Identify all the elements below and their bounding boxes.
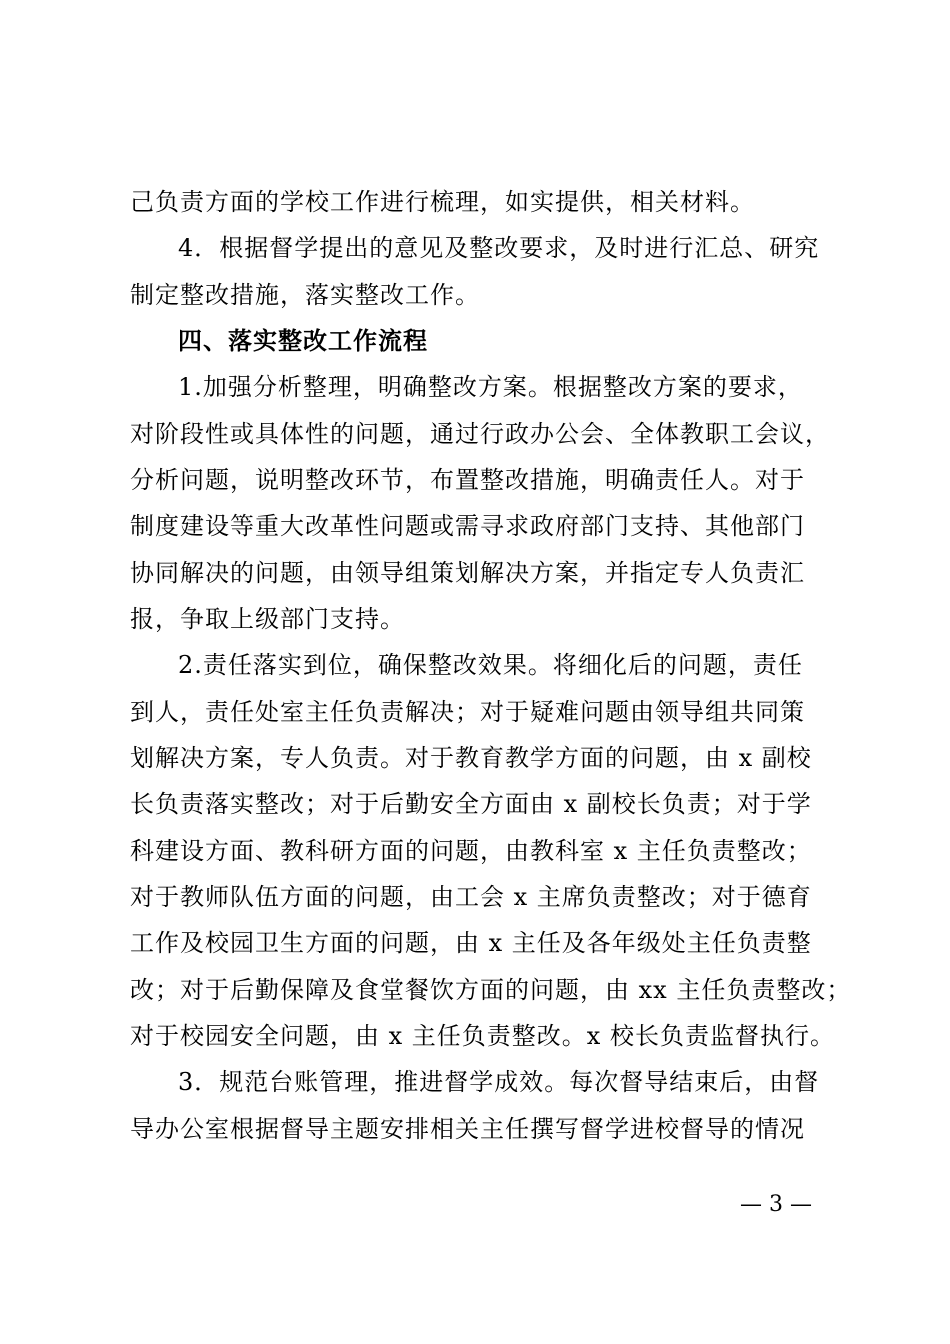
paragraph-line: 科建设方面、教科研方面的问题，由教科室 x 主任负责整改；	[130, 837, 812, 865]
paragraph-line: 分析问题，说明整改环节，布置整改措施，明确责任人。对于	[130, 466, 805, 494]
paragraph-line: 对阶段性或具体性的问题，通过行政办公会、全体教职工会议，	[130, 420, 830, 448]
paragraph-line: 改；对于后勤保障及食堂餐饮方面的问题，由 xx 主任负责整改；	[130, 976, 852, 1004]
paragraph-line: 导办公室根据督导主题安排相关主任撰写督学进校督导的情况	[130, 1115, 805, 1143]
paragraph-line: 划解决方案，专人负责。对于教育教学方面的问题，由 x 副校	[130, 744, 812, 772]
paragraph-line: 4．根据督学提出的意见及整改要求，及时进行汇总、研究	[178, 234, 820, 262]
paragraph-line: 对于校园安全问题，由 x 主任负责整改。x 校长负责监督执行。	[130, 1022, 835, 1050]
paragraph-line: 3．规范台账管理，推进督学成效。每次督导结束后，由督	[178, 1068, 820, 1096]
page-number: — 3 —	[740, 1192, 812, 1217]
paragraph-line: 1.加强分析整理，明确整改方案。根据整改方案的要求，	[178, 373, 803, 401]
paragraph-line: 工作及校园卫生方面的问题，由 x 主任及各年级处主任负责整	[130, 929, 812, 957]
paragraph-line: 到人，责任处室主任负责解决；对于疑难问题由领导组共同策	[130, 698, 805, 726]
paragraph-line: 长负责落实整改；对于后勤安全方面由 x 副校长负责；对于学	[130, 790, 812, 818]
paragraph-line: 2.责任落实到位，确保整改效果。将细化后的问题，责任	[178, 651, 803, 679]
paragraph-line: 对于教师队伍方面的问题，由工会 x 主席负责整改；对于德育	[130, 883, 812, 911]
paragraph-line: 制定整改措施，落实整改工作。	[130, 281, 480, 309]
section-heading: 四、落实整改工作流程	[178, 327, 428, 355]
paragraph-line: 制度建设等重大改革性问题或需寻求政府部门支持、其他部门	[130, 512, 805, 540]
paragraph-line: 协同解决的问题，由领导组策划解决方案，并指定专人负责汇	[130, 559, 805, 587]
paragraph-line: 报，争取上级部门支持。	[130, 605, 405, 633]
paragraph-line: 己负责方面的学校工作进行梳理，如实提供，相关材料。	[130, 188, 755, 216]
